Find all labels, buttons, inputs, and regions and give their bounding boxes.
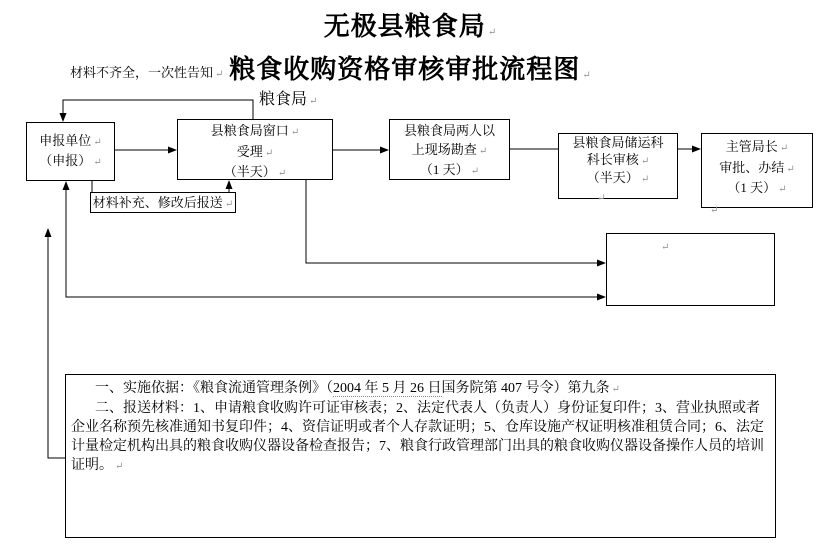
node-line [178, 143, 332, 164]
resubmit-label-box [90, 192, 236, 213]
pilcrow-mark [659, 238, 669, 253]
node-line [559, 135, 677, 152]
node-bureau-window-accept [177, 119, 333, 180]
incomplete-notice-text: 材料不齐全，一次性告知 [70, 65, 214, 80]
pilcrow-mark [610, 381, 620, 396]
title-line-1 [0, 8, 820, 51]
node-text: 县粮食局储运科 [572, 135, 664, 150]
pilcrow-mark [639, 170, 649, 185]
note-date-smarttag: 2004 年 5 月 26 日 [333, 381, 442, 396]
pilcrow-mark [113, 458, 123, 473]
node-line [390, 122, 509, 141]
node-text: 申报单位 [39, 133, 92, 148]
pilcrow-mark [213, 65, 223, 80]
node-line [559, 170, 677, 189]
node-text: （半天） [223, 164, 276, 179]
note-required-materials [66, 399, 775, 476]
node-line [390, 161, 509, 182]
pilcrow-mark [595, 189, 605, 204]
pilcrow-mark [708, 201, 718, 216]
node-line [178, 163, 332, 184]
node-empty-line [702, 200, 812, 221]
result-empty-box [606, 233, 775, 306]
pilcrow-mark [223, 195, 233, 210]
node-text: 主管局长 [725, 139, 778, 154]
pilcrow-mark [91, 153, 101, 168]
note-text: 国务院第 407 号令）第九条 [441, 381, 610, 396]
node-text: 县粮食局窗口 [210, 123, 289, 138]
grain-bureau-label [259, 86, 317, 109]
node-line [27, 152, 114, 172]
node-line [702, 179, 812, 200]
node-onsite-survey [389, 119, 510, 180]
pilcrow-mark [276, 164, 286, 179]
title-text-2: 粮食收购资格审核审批流程图 [229, 55, 581, 84]
pilcrow-mark [639, 152, 649, 167]
pilcrow-mark [776, 180, 786, 195]
pilcrow-mark [307, 91, 317, 108]
node-text: （半天） [586, 170, 639, 185]
node-text: 县粮食局两人以 [403, 123, 495, 138]
grain-bureau-text: 粮食局 [259, 91, 308, 108]
node-text: （1 天） [419, 162, 469, 177]
node-text: （申报） [39, 153, 92, 168]
pilcrow-mark [91, 133, 101, 148]
pilcrow-mark [263, 144, 273, 159]
notes-box [65, 374, 776, 538]
pilcrow-mark [778, 139, 788, 154]
node-line [702, 159, 812, 180]
node-line [178, 122, 332, 143]
note-text: 一、实施依据：《粮食流通管理条例》（ [95, 381, 333, 396]
node-line [27, 132, 114, 152]
pilcrow-mark [784, 160, 794, 175]
pilcrow-mark [469, 162, 479, 177]
node-text: 上现场勘查 [411, 141, 477, 157]
node-empty-line [607, 234, 774, 254]
node-text: 受理 [236, 143, 263, 159]
node-declare-unit [26, 122, 115, 181]
page-title [0, 8, 820, 94]
title-text-1: 无极县粮食局 [323, 12, 486, 41]
node-director-approval [701, 133, 813, 208]
node-text: 审批、办结 [719, 159, 785, 175]
node-section-chief-review [558, 133, 678, 199]
pilcrow-mark [486, 12, 496, 41]
pilcrow-mark [580, 55, 590, 84]
incomplete-notice-label [70, 62, 223, 81]
node-line [559, 152, 677, 171]
node-line [702, 138, 812, 159]
note-implementation-basis [66, 375, 775, 399]
pilcrow-mark [477, 142, 487, 157]
node-empty-line [559, 189, 677, 208]
node-text: （1 天） [727, 180, 777, 195]
node-line [390, 141, 509, 162]
resubmit-text: 材料补充、修改后报送 [92, 195, 223, 210]
note-text: 二、报送材料：1、申请粮食收购许可证审核表；2、法定代表人（负责人）身份证复印件；3、营业执照或者企业名称预先核准通知书复印件；4、资信证明或者个人存款证明；5、仓库设施产权证明核准租赁合同；6、法定计量检定机构出具的粮食收购仪器设备检查报告；7、粮食行政管理部门出具的粮食收购仪器设备操作人员的培训证明。 [71, 401, 764, 473]
pilcrow-mark [289, 123, 299, 138]
node-text: 科长审核 [586, 151, 639, 167]
